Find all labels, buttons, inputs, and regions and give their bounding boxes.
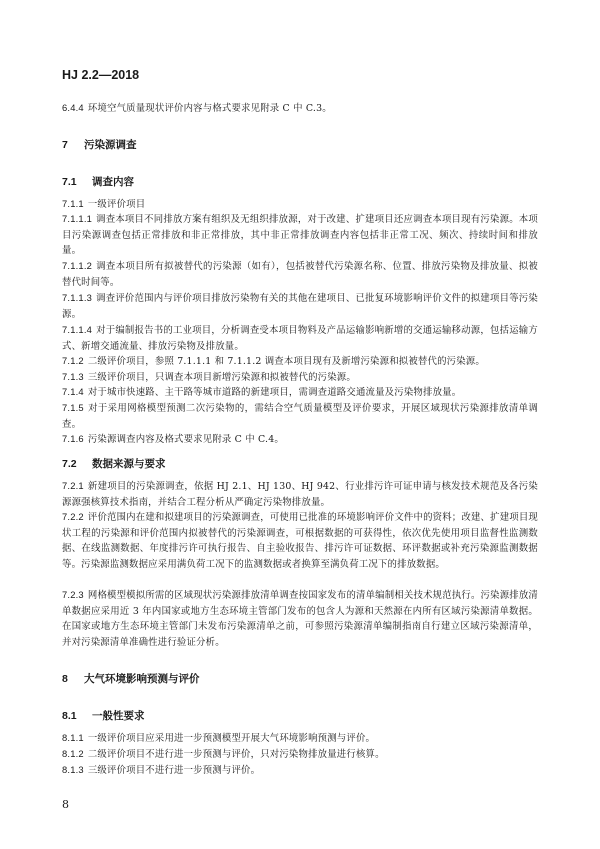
clause-number: 7.2.2	[62, 511, 84, 522]
clause-text: 一级评价项目应采用进一步预测模型开展大气环境影响预测与评价。	[87, 733, 376, 744]
clause-7-1-5	[62, 400, 538, 432]
clause-text: 二级评价项目不进行进一步预测与评价，只对污染物排放量进行核算。	[87, 749, 385, 760]
section-title: 污染源调查	[84, 139, 137, 151]
section-title: 调查内容	[92, 176, 134, 188]
clause-text: 三级评价项目不进行进一步预测与评价。	[87, 765, 261, 776]
clause-number: 7.1.6	[62, 433, 84, 444]
clause-text: 新建项目的污染源调查，依据 HJ 2.1、HJ 130、HJ 942、行业排污许可证申请与核发技术规范及各污染源源强核算技术指南，并结合工程分析从严确定污染物排放量。	[62, 481, 538, 508]
clause-7-1-1-2	[62, 258, 538, 290]
clause-number: 7.1.4	[62, 386, 84, 397]
clause-7-1-1-1	[62, 211, 538, 259]
clause-7-1-4	[62, 384, 538, 401]
clause-text: 一级评价项目	[87, 199, 146, 210]
clause-number: 7.1.1.1	[62, 213, 93, 224]
section-number: 7.1	[62, 176, 77, 188]
standard-header: HJ 2.2—2018	[62, 68, 140, 82]
clause-number: 8.1.1	[62, 732, 84, 743]
clause-text: 网格模型模拟所需的区域现状污染源排放清单调查按国家发布的清单编制相关技术规范执行。污染源排放清单数据应采用近 3 年内国家或地方生态环境主管部门发布的包含人为源和天然源在内所有区域污染源清单数据。在国家或地方生态环境主管部门未发布污染源清单之前，可参照污染源清单编制指南自行建立区域污染源清单，并对污染源清单准确性进行验证分析。	[62, 590, 538, 648]
clause-number: 7.1.1.4	[62, 324, 93, 335]
clause-8-1-2	[62, 746, 538, 763]
clause-8-1-3	[62, 762, 538, 779]
clause-text: 对于编制报告书的工业项目，分析调查受本项目物料及产品运输影响新增的交通运输移动源，包括运输方式、新增交通流量、排放污染物及排放量。	[62, 325, 538, 352]
clause-number: 7.1.1	[62, 198, 84, 209]
page-number: 8	[62, 798, 69, 811]
clause-number: 7.2.3	[62, 589, 84, 600]
clause-text: 对于城市快速路、主干路等城市道路的新建项目，需调查道路交通流量及污染物排放量。	[87, 387, 462, 398]
clause-7-2-3	[62, 587, 538, 650]
clause-number: 7.1.3	[62, 371, 84, 382]
clause-number: 7.1.5	[62, 402, 84, 413]
clause-number: 8.1.3	[62, 764, 84, 775]
clause-number: 7.1.2	[62, 355, 84, 366]
clause-number: 8.1.2	[62, 748, 84, 759]
section-8-1-heading	[62, 708, 145, 723]
clause-text: 调查本项目不同排放方案有组织及无组织排放源，对于改建、扩建项目还应调查本项目现有污染源。本项目污染源调查包括正常排放和非正常排放，其中非正常排放调查内容包括非正常工况、频次、持续时间和排放量。	[62, 214, 538, 257]
section-7-1-heading	[62, 174, 134, 189]
clause-8-1-1	[62, 730, 538, 747]
section-number: 7	[62, 139, 68, 151]
clause-number: 7.1.1.2	[62, 260, 93, 271]
section-title: 大气环境影响预测与评价	[84, 673, 200, 685]
clause-7-2-1	[62, 478, 538, 510]
clause-text: 三级评价项目，只调查本项目新增污染源和拟被替代的污染源。	[87, 372, 356, 383]
clause-text: 环境空气质量现状评价内容与格式要求见附录 C 中 C.3。	[87, 103, 332, 114]
clause-text: 二级评价项目，参照 7.1.1.1 和 7.1.1.2 调查本项目现有及新增污染源和拟被替代的污染源。	[87, 356, 485, 367]
clause-text: 调查本项目所有拟被替代的污染源（如有），包括被替代污染源名称、位置、排放污染物及排放量、拟被替代时间等。	[62, 261, 538, 288]
section-number: 7.2	[62, 458, 77, 470]
section-number: 8.1	[62, 710, 77, 722]
clause-text: 评价范围内在建和拟建项目的污染源调查，可使用已批准的环境影响评价文件中的资料；改建、扩建项目现状工程的污染源和评价范围内拟被替代的污染源调查，可根据数据的可获得性，依次优先使用项目监督性监测数据、在线监测数据、年度排污许可执行报告、自主验收报告、排污许可证数据、环评数据或补充污染源监测数据等。污染源监测数据应采用满负荷工况下的监测数据或者换算至满负荷工况下的排放数据。	[62, 512, 538, 570]
clause-number: 7.2.1	[62, 480, 84, 491]
section-number: 8	[62, 673, 68, 685]
clause-number: 6.4.4	[62, 102, 84, 113]
section-title: 数据来源与要求	[92, 458, 166, 470]
clause-7-1-2	[62, 353, 538, 370]
section-7-heading	[62, 137, 137, 152]
section-title: 一般性要求	[92, 710, 145, 722]
clause-text: 污染源调查内容及格式要求见附录 C 中 C.4。	[87, 434, 284, 445]
clause-text: 对于采用网格模型预测二次污染物的，需结合空气质量模型及评价要求，开展区域现状污染源排放清单调查。	[62, 403, 538, 430]
clause-6-4-4	[62, 100, 538, 117]
clause-text: 调查评价范围内与评价项目排放污染物有关的其他在建项目、已批复环境影响评价文件的拟建项目等污染源。	[62, 293, 538, 320]
clause-7-2-2	[62, 509, 538, 572]
clause-number: 7.1.1.3	[62, 292, 93, 303]
section-8-heading	[62, 671, 200, 686]
clause-7-1-6	[62, 431, 538, 448]
section-7-2-heading	[62, 456, 166, 471]
clause-7-1-1-4	[62, 322, 538, 354]
clause-7-1-1-3	[62, 290, 538, 322]
